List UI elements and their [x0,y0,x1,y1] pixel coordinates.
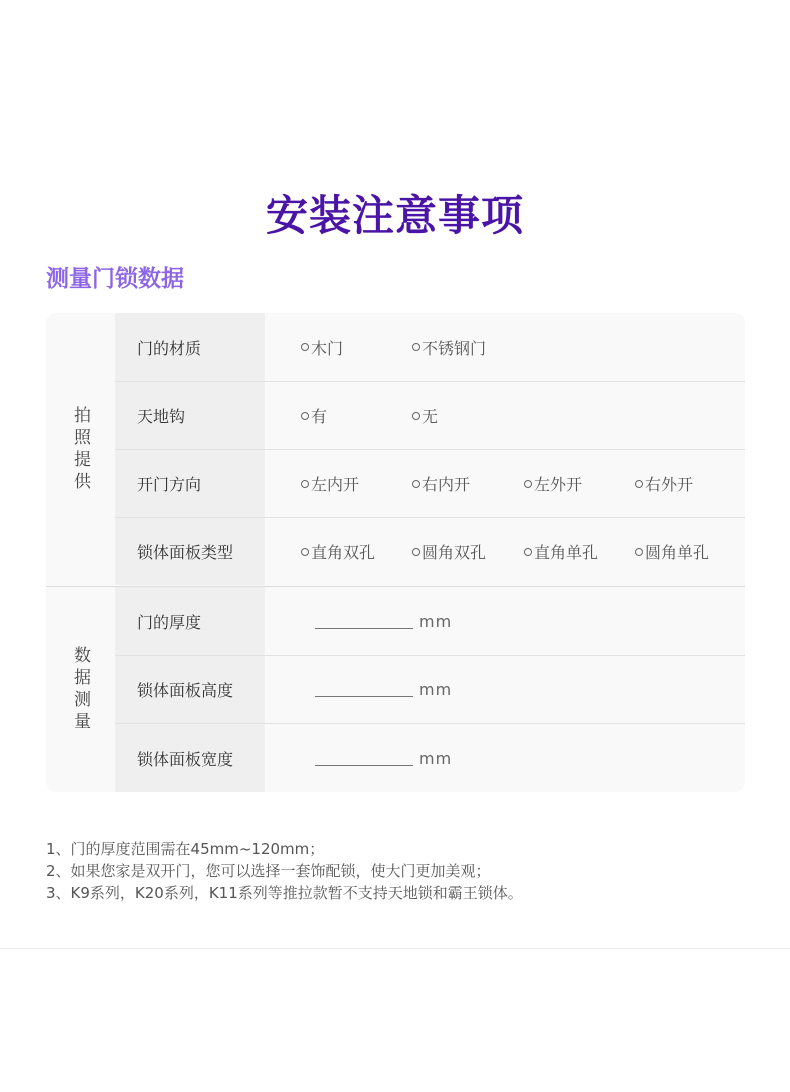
note-item: 3、K9系列，K20系列，K11系列等推拉款暂不支持天地锁和霸王锁体。 [46,884,523,902]
radio-circle-icon [524,548,532,556]
radio-circle-icon [635,480,643,488]
row-panel-height [115,655,745,723]
row-door-material [115,313,745,381]
radio-circle-icon [301,412,309,420]
radio-circle-icon [412,412,420,420]
radio-option[interactable]: 左外开 [524,450,582,517]
blank-line[interactable] [315,696,413,697]
divider [0,948,790,949]
fill-in-blank[interactable] [315,724,452,792]
radio-option[interactable]: 右外开 [635,450,693,517]
group-label-photo: 拍照提供 [70,405,90,494]
row-panel-type [115,517,745,585]
row-label: 天地钩 [115,382,265,449]
unit-label: mm [419,611,453,631]
row-floor-hook [115,381,745,449]
radio-option[interactable]: 右内开 [412,450,470,517]
row-label: 锁体面板宽度 [115,724,265,792]
radio-option[interactable]: 无 [412,382,438,449]
notes-list [46,838,746,904]
radio-circle-icon [412,343,420,351]
row-label: 开门方向 [115,450,265,517]
radio-circle-icon [412,548,420,556]
row-label: 门的材质 [115,313,265,381]
radio-circle-icon [524,480,532,488]
section-subtitle: 测量门锁数据 [46,266,184,292]
note-item: 2、如果您家是双开门，您可以选择一套饰配锁，使大门更加美观； [46,862,491,880]
radio-circle-icon [635,548,643,556]
radio-option[interactable]: 圆角双孔 [412,518,486,585]
row-label: 锁体面板类型 [115,518,265,585]
radio-circle-icon [301,480,309,488]
row-label: 锁体面板高度 [115,656,265,723]
group-label-data: 数据测量 [70,645,90,734]
measurement-table [46,313,745,792]
note-item: 1、门的厚度范围需在45mm~120mm； [46,840,325,858]
radio-option[interactable]: 左内开 [301,450,359,517]
radio-option[interactable]: 圆角单孔 [635,518,709,585]
blank-line[interactable] [315,628,413,629]
row-label: 门的厚度 [115,587,265,655]
row-open-direction [115,449,745,517]
blank-line[interactable] [315,765,413,766]
radio-circle-icon [301,548,309,556]
fill-in-blank[interactable] [315,587,452,655]
row-panel-width [115,723,745,792]
radio-circle-icon [412,480,420,488]
radio-option[interactable]: 有 [301,382,327,449]
page-title: 安装注意事项 [265,191,524,240]
fill-in-blank[interactable] [315,656,452,723]
photo-group [46,313,745,586]
unit-label: mm [419,680,453,699]
radio-option[interactable]: 不锈钢门 [412,313,486,381]
row-door-thickness [115,587,745,655]
data-group [46,586,745,792]
radio-circle-icon [301,343,309,351]
unit-label: mm [419,748,453,768]
radio-option[interactable]: 直角单孔 [524,518,598,585]
radio-option[interactable]: 直角双孔 [301,518,375,585]
radio-option[interactable]: 木门 [301,313,343,381]
